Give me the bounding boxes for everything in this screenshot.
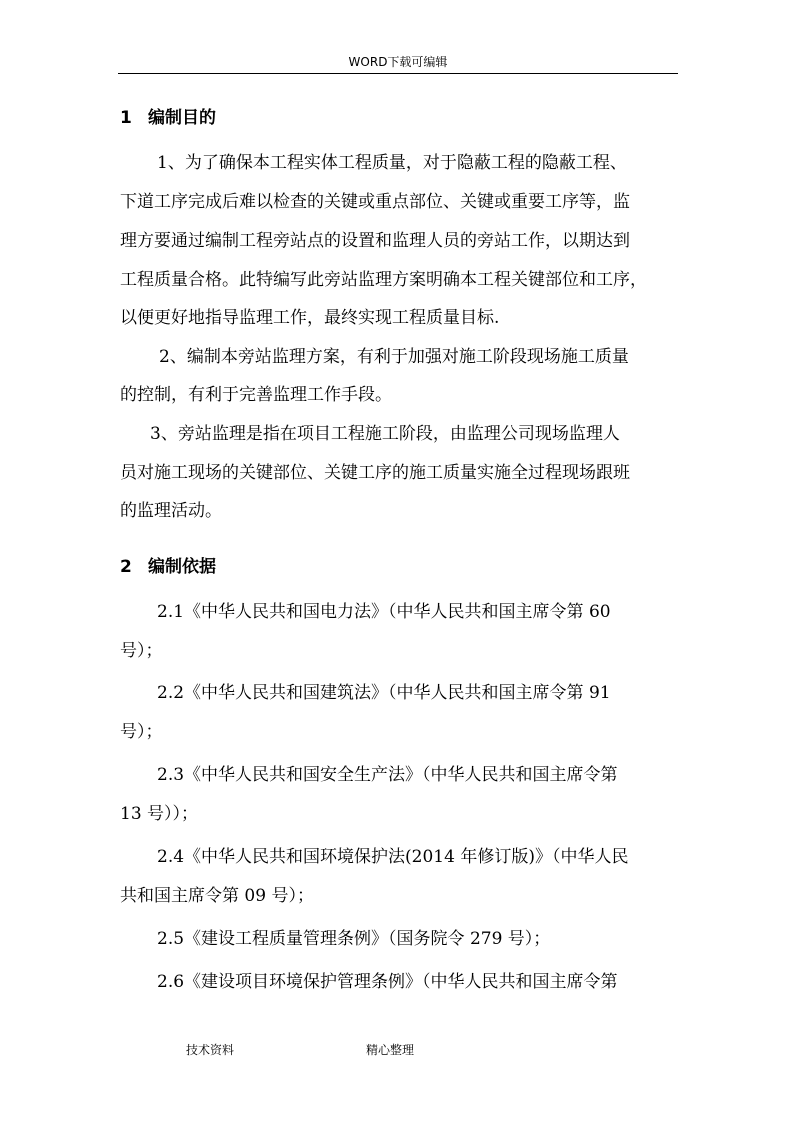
paragraph-line: 的控制，有利于完善监理工作手段。 <box>120 385 392 405</box>
section-2-title: 编制依据 <box>148 557 216 577</box>
list-item-line: 2.1《中华人民共和国电力法》（中华人民共和国主席令第 60 <box>157 602 611 622</box>
section-1-number: 1 <box>120 108 132 128</box>
list-item-line: 2.2《中华人民共和国建筑法》（中华人民共和国主席令第 91 <box>157 683 611 703</box>
section-1-title: 编制目的 <box>148 108 216 128</box>
paragraph-line: 员对施工现场的关键部位、关键工序的施工质量实施全过程现场跟班 <box>120 463 630 483</box>
section-2-heading <box>120 555 216 579</box>
list-item-line: 2.6《建设项目环境保护管理条例》（中华人民共和国主席令第 <box>157 972 618 992</box>
list-item-line: 2.5《建设工程质量管理条例》（国务院令 279 号）； <box>157 929 551 949</box>
list-item-line: 共和国主席令第 09 号）； <box>120 886 314 906</box>
paragraph-line: 2、编制本旁站监理方案，有利于加强对施工阶段现场施工质量 <box>159 347 629 367</box>
footer-right: 精心整理 <box>366 1043 415 1057</box>
list-item-line: 2.3《中华人民共和国安全生产法》（中华人民共和国主席令第 <box>157 765 618 785</box>
section-2-number: 2 <box>120 557 132 577</box>
paragraph-line: 理方要通过编制工程旁站点的设置和监理人员的旁站工作，以期达到 <box>120 231 630 251</box>
list-item-line: 号）； <box>120 722 163 742</box>
paragraph-line: 的监理活动。 <box>120 501 222 521</box>
page-header: WORD下载可编辑 <box>348 55 448 69</box>
section-1-heading <box>120 106 216 130</box>
footer-left: 技术资料 <box>186 1043 235 1057</box>
paragraph-line: 下道工序完成后难以检查的关键或重点部位、关键或重要工序等，监 <box>120 192 630 212</box>
list-item-line: 2.4《中华人民共和国环境保护法(2014 年修订版)》（中华人民 <box>157 847 629 867</box>
header-divider <box>118 73 678 74</box>
paragraph-line: 3、旁站监理是指在项目工程施工阶段，由监理公司现场监理人 <box>150 424 620 444</box>
paragraph-line: 以便更好地指导监理工作，最终实现工程质量目标. <box>120 308 500 328</box>
paragraph-line: 工程质量合格。此特编写此旁站监理方案明确本工程关键部位和工序， <box>120 270 647 290</box>
list-item-line: 号）； <box>120 641 163 661</box>
paragraph-line: 1、为了确保本工程实体工程质量，对于隐蔽工程的隐蔽工程、 <box>157 153 627 173</box>
list-item-line: 13 号））； <box>120 804 199 824</box>
